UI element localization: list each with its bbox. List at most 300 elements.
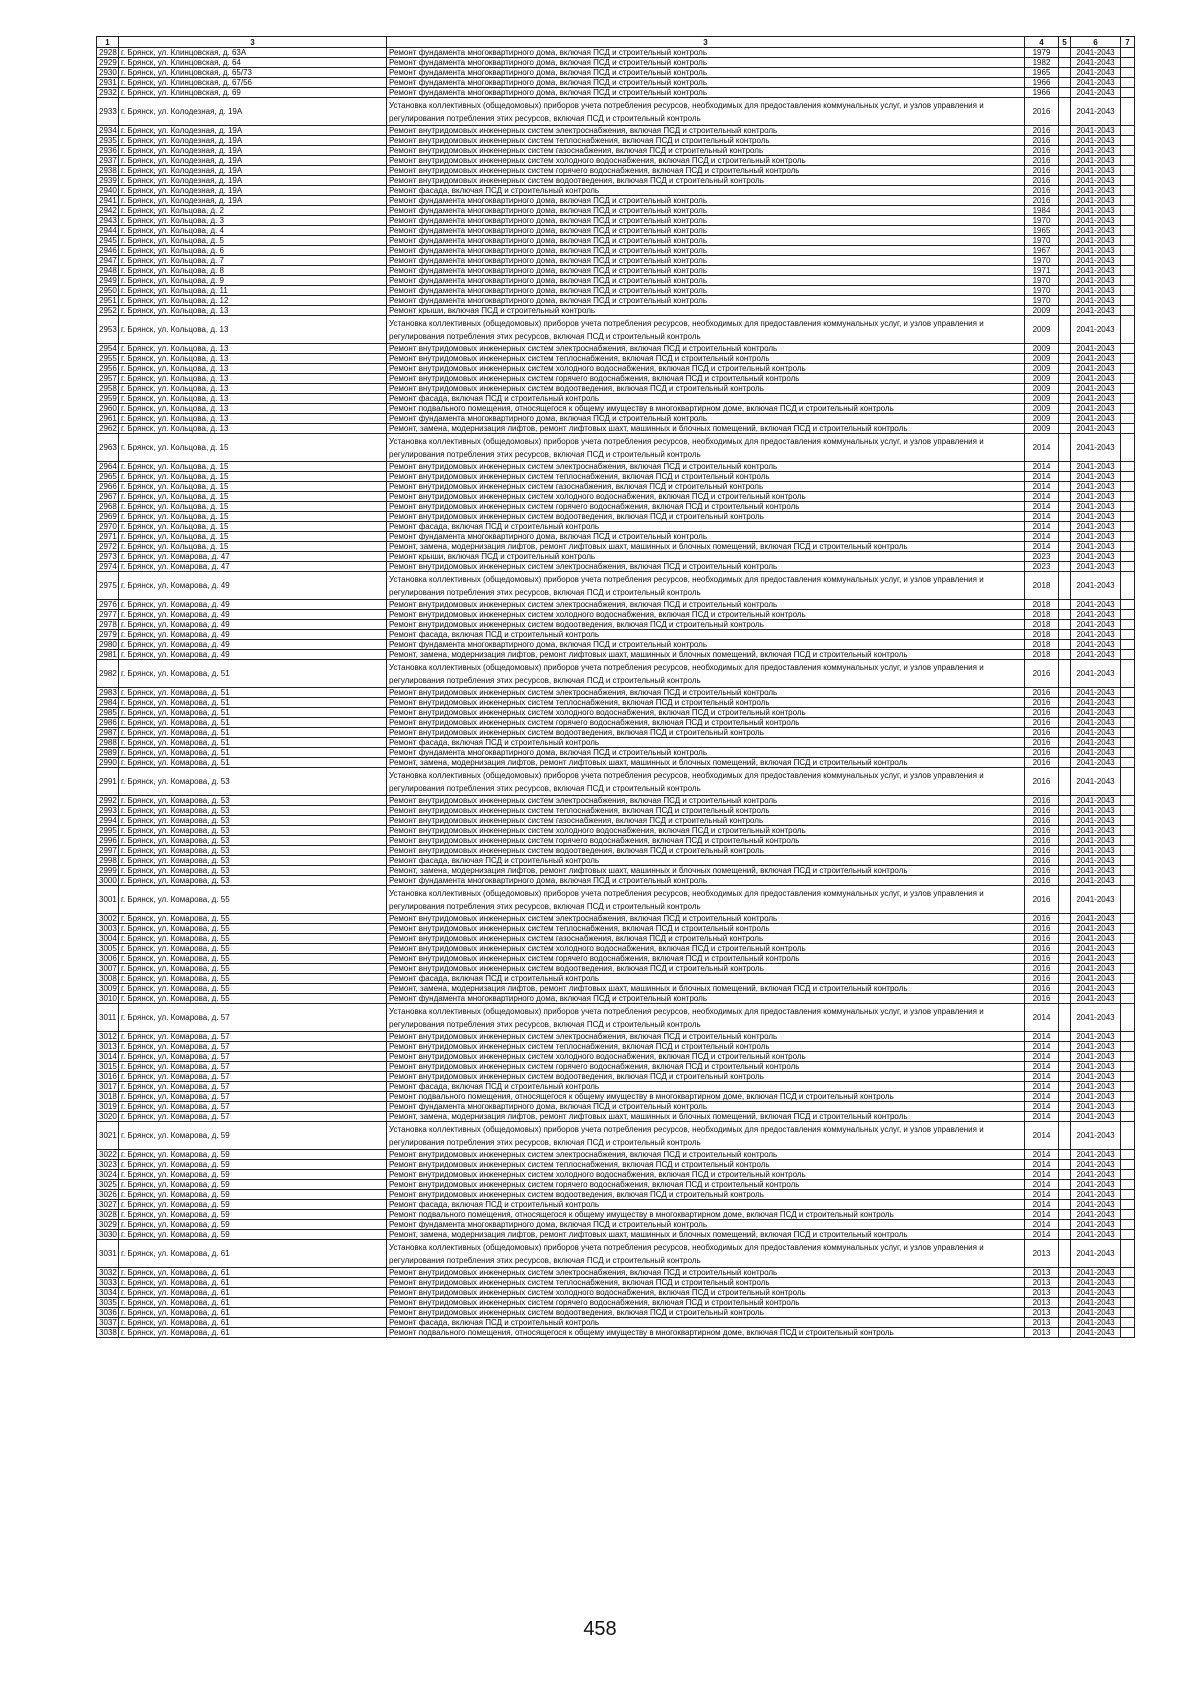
empty-cell	[1121, 1150, 1135, 1160]
row-number-cell: 2998	[97, 856, 119, 866]
empty-cell	[1059, 1150, 1071, 1160]
row-number-cell: 3037	[97, 1318, 119, 1328]
table-row	[97, 384, 1135, 394]
table-row	[97, 836, 1135, 846]
table-row	[97, 1200, 1135, 1210]
empty-cell	[1121, 1082, 1135, 1092]
table-row	[97, 758, 1135, 768]
work-type-cell: Ремонт внутридомовых инженерных систем теплоснабжения, включая ПСД и строительный контроль	[387, 354, 1025, 364]
empty-cell	[1121, 562, 1135, 572]
period-cell: 2041-2043	[1071, 650, 1121, 660]
empty-cell	[1121, 78, 1135, 88]
work-type-cell: Ремонт внутридомовых инженерных систем газоснабжения, включая ПСД и строительный контроль	[387, 482, 1025, 492]
period-cell: 2041-2043	[1071, 768, 1121, 796]
work-type-cell: Ремонт внутридомовых инженерных систем горячего водоснабжения, включая ПСД и строительный контроль	[387, 718, 1025, 728]
year-cell: 2016	[1025, 186, 1059, 196]
table-row	[97, 1160, 1135, 1170]
work-type-cell: Ремонт внутридомовых инженерных систем электроснабжения, включая ПСД и строительный контроль	[387, 462, 1025, 472]
table-row	[97, 226, 1135, 236]
row-number-cell: 2944	[97, 226, 119, 236]
empty-cell	[1059, 68, 1071, 78]
empty-cell	[1121, 886, 1135, 914]
empty-cell	[1059, 964, 1071, 974]
year-cell: 1966	[1025, 88, 1059, 98]
empty-cell	[1059, 206, 1071, 216]
address-cell: г. Брянск, ул. Комарова, д. 49	[119, 600, 387, 610]
empty-cell	[1121, 1240, 1135, 1268]
empty-cell	[1121, 68, 1135, 78]
address-cell: г. Брянск, ул. Комарова, д. 59	[119, 1210, 387, 1220]
year-cell: 2014	[1025, 1122, 1059, 1150]
address-cell: г. Брянск, ул. Комарова, д. 57	[119, 1072, 387, 1082]
empty-cell	[1121, 532, 1135, 542]
address-cell: г. Брянск, ул. Комарова, д. 49	[119, 572, 387, 600]
year-cell: 2023	[1025, 562, 1059, 572]
row-number-cell: 3009	[97, 984, 119, 994]
table-row	[97, 994, 1135, 1004]
empty-cell	[1059, 886, 1071, 914]
empty-cell	[1121, 1190, 1135, 1200]
table-row	[97, 552, 1135, 562]
period-cell: 2041-2043	[1071, 600, 1121, 610]
empty-cell	[1059, 748, 1071, 758]
table-row	[97, 708, 1135, 718]
year-cell: 2016	[1025, 708, 1059, 718]
year-cell: 2016	[1025, 836, 1059, 846]
period-cell: 2041-2043	[1071, 216, 1121, 226]
period-cell: 2041-2043	[1071, 126, 1121, 136]
row-number-cell: 3022	[97, 1150, 119, 1160]
table-row	[97, 542, 1135, 552]
period-cell: 2041-2043	[1071, 472, 1121, 482]
work-type-cell: Установка коллективных (общедомовых) приборов учета потребления ресурсов, необходимых для предоставления коммунальных услуг, и узлов управления и регулирования потребления этих ресурсов, включая ПСД и строительный контроль	[387, 98, 1025, 126]
empty-cell	[1121, 296, 1135, 306]
period-cell: 2041-2043	[1071, 1240, 1121, 1268]
period-cell: 2041-2043	[1071, 58, 1121, 68]
empty-cell	[1059, 914, 1071, 924]
year-cell: 2009	[1025, 354, 1059, 364]
year-cell: 2016	[1025, 876, 1059, 886]
empty-cell	[1059, 866, 1071, 876]
row-number-cell: 3023	[97, 1160, 119, 1170]
empty-cell	[1121, 1032, 1135, 1042]
period-cell: 2041-2043	[1071, 236, 1121, 246]
row-number-cell: 2955	[97, 354, 119, 364]
year-cell: 2014	[1025, 1210, 1059, 1220]
year-cell: 1970	[1025, 256, 1059, 266]
period-cell: 2041-2043	[1071, 246, 1121, 256]
row-number-cell: 2974	[97, 562, 119, 572]
address-cell: г. Брянск, ул. Кольцова, д. 13	[119, 316, 387, 344]
empty-cell	[1121, 1042, 1135, 1052]
row-number-cell: 3012	[97, 1032, 119, 1042]
empty-cell	[1059, 226, 1071, 236]
table-row	[97, 266, 1135, 276]
year-cell: 2014	[1025, 1230, 1059, 1240]
empty-cell	[1059, 266, 1071, 276]
period-cell: 2041-2043	[1071, 414, 1121, 424]
period-cell: 2041-2043	[1071, 994, 1121, 1004]
empty-cell	[1059, 1072, 1071, 1082]
empty-cell	[1059, 462, 1071, 472]
row-number-cell: 3035	[97, 1298, 119, 1308]
work-type-cell: Ремонт внутридомовых инженерных систем холодного водоснабжения, включая ПСД и строительный контроль	[387, 1288, 1025, 1298]
year-cell: 2016	[1025, 856, 1059, 866]
address-cell: г. Брянск, ул. Комарова, д. 55	[119, 886, 387, 914]
table-row	[97, 1042, 1135, 1052]
year-cell: 2014	[1025, 462, 1059, 472]
empty-cell	[1121, 1180, 1135, 1190]
empty-cell	[1059, 1112, 1071, 1122]
empty-cell	[1121, 472, 1135, 482]
table-row	[97, 1268, 1135, 1278]
table-row	[97, 650, 1135, 660]
year-cell: 2016	[1025, 748, 1059, 758]
address-cell: г. Брянск, ул. Комарова, д. 47	[119, 562, 387, 572]
address-cell: г. Брянск, ул. Комарова, д. 59	[119, 1220, 387, 1230]
table-row	[97, 316, 1135, 344]
work-type-cell: Установка коллективных (общедомовых) приборов учета потребления ресурсов, необходимых для предоставления коммунальных услуг, и узлов управления и регулирования потребления этих ресурсов, включая ПСД и строительный контроль	[387, 434, 1025, 462]
address-cell: г. Брянск, ул. Клинцовская, д. 65/73	[119, 68, 387, 78]
empty-cell	[1059, 542, 1071, 552]
period-cell: 2041-2043	[1071, 394, 1121, 404]
empty-cell	[1121, 728, 1135, 738]
period-cell: 2041-2043	[1071, 758, 1121, 768]
empty-cell	[1121, 640, 1135, 650]
empty-cell	[1121, 1072, 1135, 1082]
empty-cell	[1059, 88, 1071, 98]
empty-cell	[1059, 78, 1071, 88]
table-row	[97, 156, 1135, 166]
year-cell: 2013	[1025, 1308, 1059, 1318]
period-cell: 2041-2043	[1071, 1268, 1121, 1278]
empty-cell	[1059, 502, 1071, 512]
address-cell: г. Брянск, ул. Колодезная, д. 19А	[119, 176, 387, 186]
table-row	[97, 718, 1135, 728]
row-number-cell: 2984	[97, 698, 119, 708]
page-number: 458	[583, 1618, 617, 1640]
row-number-cell: 2930	[97, 68, 119, 78]
address-cell: г. Брянск, ул. Кольцова, д. 13	[119, 414, 387, 424]
period-cell: 2041-2043	[1071, 1220, 1121, 1230]
row-number-cell: 3017	[97, 1082, 119, 1092]
table-row	[97, 974, 1135, 984]
empty-cell	[1121, 1288, 1135, 1298]
empty-cell	[1121, 424, 1135, 434]
period-cell: 2041-2043	[1071, 738, 1121, 748]
year-cell: 2016	[1025, 974, 1059, 984]
period-cell: 2041-2043	[1071, 1032, 1121, 1042]
address-cell: г. Брянск, ул. Комарова, д. 55	[119, 944, 387, 954]
period-cell: 2041-2043	[1071, 944, 1121, 954]
work-type-cell: Ремонт фасада, включая ПСД и строительный контроль	[387, 394, 1025, 404]
empty-cell	[1121, 1318, 1135, 1328]
row-number-cell: 2973	[97, 552, 119, 562]
column-header: 7	[1121, 37, 1135, 48]
year-cell: 2016	[1025, 136, 1059, 146]
address-cell: г. Брянск, ул. Комарова, д. 59	[119, 1122, 387, 1150]
address-cell: г. Брянск, ул. Комарова, д. 55	[119, 934, 387, 944]
period-cell: 2041-2043	[1071, 88, 1121, 98]
year-cell: 2016	[1025, 768, 1059, 796]
period-cell: 2041-2043	[1071, 1062, 1121, 1072]
table-row	[97, 424, 1135, 434]
empty-cell	[1059, 562, 1071, 572]
table-row	[97, 1180, 1135, 1190]
year-cell: 2014	[1025, 492, 1059, 502]
table-row	[97, 630, 1135, 640]
row-number-cell: 2981	[97, 650, 119, 660]
year-cell: 1970	[1025, 276, 1059, 286]
work-type-cell: Ремонт фундамента многоквартирного дома, включая ПСД и строительный контроль	[387, 296, 1025, 306]
work-type-cell: Ремонт внутридомовых инженерных систем газоснабжения, включая ПСД и строительный контроль	[387, 816, 1025, 826]
row-number-cell: 3015	[97, 1062, 119, 1072]
empty-cell	[1059, 1082, 1071, 1092]
empty-cell	[1121, 806, 1135, 816]
table-row	[97, 1278, 1135, 1288]
period-cell: 2041-2043	[1071, 846, 1121, 856]
work-type-cell: Ремонт внутридомовых инженерных систем холодного водоснабжения, включая ПСД и строительный контроль	[387, 1052, 1025, 1062]
empty-cell	[1059, 796, 1071, 806]
empty-cell	[1059, 944, 1071, 954]
period-cell: 2041-2043	[1071, 1082, 1121, 1092]
work-type-cell: Установка коллективных (общедомовых) приборов учета потребления ресурсов, необходимых для предоставления коммунальных услуг, и узлов управления и регулирования потребления этих ресурсов, включая ПСД и строительный контроль	[387, 886, 1025, 914]
table-row	[97, 886, 1135, 914]
period-cell: 2041-2043	[1071, 836, 1121, 846]
table-row	[97, 1328, 1135, 1338]
year-cell: 2009	[1025, 306, 1059, 316]
empty-cell	[1059, 876, 1071, 886]
row-number-cell: 3018	[97, 1092, 119, 1102]
row-number-cell: 3008	[97, 974, 119, 984]
table-row	[97, 354, 1135, 364]
address-cell: г. Брянск, ул. Комарова, д. 53	[119, 826, 387, 836]
empty-cell	[1121, 610, 1135, 620]
table-row	[97, 806, 1135, 816]
period-cell: 2041-2043	[1071, 68, 1121, 78]
year-cell: 2016	[1025, 964, 1059, 974]
year-cell: 2016	[1025, 758, 1059, 768]
empty-cell	[1059, 738, 1071, 748]
empty-cell	[1121, 738, 1135, 748]
empty-cell	[1059, 1288, 1071, 1298]
table-row	[97, 944, 1135, 954]
year-cell: 1965	[1025, 68, 1059, 78]
address-cell: г. Брянск, ул. Кольцова, д. 15	[119, 462, 387, 472]
table-row	[97, 206, 1135, 216]
period-cell: 2041-2043	[1071, 796, 1121, 806]
work-type-cell: Ремонт внутридомовых инженерных систем холодного водоснабжения, включая ПСД и строительный контроль	[387, 492, 1025, 502]
year-cell: 2016	[1025, 126, 1059, 136]
empty-cell	[1059, 434, 1071, 462]
year-cell: 2018	[1025, 572, 1059, 600]
row-number-cell: 3032	[97, 1268, 119, 1278]
year-cell: 2014	[1025, 1032, 1059, 1042]
year-cell: 2014	[1025, 1150, 1059, 1160]
empty-cell	[1121, 492, 1135, 502]
work-type-cell: Установка коллективных (общедомовых) приборов учета потребления ресурсов, необходимых для предоставления коммунальных услуг, и узлов управления и регулирования потребления этих ресурсов, включая ПСД и строительный контроль	[387, 316, 1025, 344]
empty-cell	[1059, 708, 1071, 718]
table-row	[97, 640, 1135, 650]
period-cell: 2041-2043	[1071, 660, 1121, 688]
table-row	[97, 1210, 1135, 1220]
period-cell: 2041-2043	[1071, 610, 1121, 620]
work-type-cell: Ремонт внутридомовых инженерных систем газоснабжения, включая ПСД и строительный контроль	[387, 934, 1025, 944]
table-row	[97, 462, 1135, 472]
year-cell: 2016	[1025, 816, 1059, 826]
empty-cell	[1059, 846, 1071, 856]
period-cell: 2041-2043	[1071, 974, 1121, 984]
year-cell: 2009	[1025, 364, 1059, 374]
address-cell: г. Брянск, ул. Комарова, д. 59	[119, 1230, 387, 1240]
row-number-cell: 3034	[97, 1288, 119, 1298]
address-cell: г. Брянск, ул. Комарова, д. 57	[119, 1052, 387, 1062]
empty-cell	[1059, 1042, 1071, 1052]
work-type-cell: Ремонт, замена, модернизация лифтов, ремонт лифтовых шахт, машинных и блочных помещений, включая ПСД и строительный контроль	[387, 650, 1025, 660]
empty-cell	[1059, 344, 1071, 354]
empty-cell	[1121, 522, 1135, 532]
empty-cell	[1121, 846, 1135, 856]
address-cell: г. Брянск, ул. Комарова, д. 55	[119, 924, 387, 934]
empty-cell	[1121, 944, 1135, 954]
address-cell: г. Брянск, ул. Колодезная, д. 19А	[119, 196, 387, 206]
year-cell: 2013	[1025, 1318, 1059, 1328]
row-number-cell: 2942	[97, 206, 119, 216]
row-number-cell: 2939	[97, 176, 119, 186]
empty-cell	[1059, 306, 1071, 316]
row-number-cell: 2953	[97, 316, 119, 344]
address-cell: г. Брянск, ул. Колодезная, д. 19А	[119, 166, 387, 176]
address-cell: г. Брянск, ул. Комарова, д. 59	[119, 1200, 387, 1210]
row-number-cell: 2958	[97, 384, 119, 394]
empty-cell	[1059, 836, 1071, 846]
address-cell: г. Брянск, ул. Комарова, д. 57	[119, 1102, 387, 1112]
year-cell: 2014	[1025, 542, 1059, 552]
row-number-cell: 2933	[97, 98, 119, 126]
address-cell: г. Брянск, ул. Кольцова, д. 4	[119, 226, 387, 236]
table-row	[97, 826, 1135, 836]
period-cell: 2041-2043	[1071, 48, 1121, 58]
row-number-cell: 2962	[97, 424, 119, 434]
period-cell: 2041-2043	[1071, 984, 1121, 994]
address-cell: г. Брянск, ул. Колодезная, д. 19А	[119, 126, 387, 136]
year-cell: 2014	[1025, 512, 1059, 522]
year-cell: 1970	[1025, 236, 1059, 246]
empty-cell	[1059, 552, 1071, 562]
empty-cell	[1121, 572, 1135, 600]
empty-cell	[1059, 1210, 1071, 1220]
row-number-cell: 3028	[97, 1210, 119, 1220]
work-type-cell: Ремонт внутридомовых инженерных систем водоотведения, включая ПСД и строительный контроль	[387, 1072, 1025, 1082]
row-number-cell: 2950	[97, 286, 119, 296]
year-cell: 2014	[1025, 1220, 1059, 1230]
empty-cell	[1121, 1092, 1135, 1102]
row-number-cell: 2983	[97, 688, 119, 698]
table-row	[97, 1062, 1135, 1072]
work-type-cell: Ремонт подвального помещения, относящегося к общему имуществу в многоквартирном доме, включая ПСД и строительный контроль	[387, 1210, 1025, 1220]
period-cell: 2041-2043	[1071, 384, 1121, 394]
empty-cell	[1059, 984, 1071, 994]
row-number-cell: 2937	[97, 156, 119, 166]
address-cell: г. Брянск, ул. Комарова, д. 59	[119, 1160, 387, 1170]
year-cell: 2013	[1025, 1298, 1059, 1308]
row-number-cell: 3038	[97, 1328, 119, 1338]
work-type-cell: Ремонт внутридомовых инженерных систем электроснабжения, включая ПСД и строительный контроль	[387, 914, 1025, 924]
row-number-cell: 3010	[97, 994, 119, 1004]
year-cell: 2016	[1025, 688, 1059, 698]
table-row	[97, 688, 1135, 698]
address-cell: г. Брянск, ул. Комарова, д. 51	[119, 708, 387, 718]
work-type-cell: Установка коллективных (общедомовых) приборов учета потребления ресурсов, необходимых для предоставления коммунальных услуг, и узлов управления и регулирования потребления этих ресурсов, включая ПСД и строительный контроль	[387, 572, 1025, 600]
work-type-cell: Установка коллективных (общедомовых) приборов учета потребления ресурсов, необходимых для предоставления коммунальных услуг, и узлов управления и регулирования потребления этих ресурсов, включая ПСД и строительный контроль	[387, 660, 1025, 688]
table-row	[97, 512, 1135, 522]
empty-cell	[1059, 1160, 1071, 1170]
year-cell: 2014	[1025, 1072, 1059, 1082]
table-row	[97, 768, 1135, 796]
row-number-cell: 2986	[97, 718, 119, 728]
empty-cell	[1121, 768, 1135, 796]
period-cell: 2041-2043	[1071, 424, 1121, 434]
period-cell: 2041-2043	[1071, 954, 1121, 964]
year-cell: 2014	[1025, 472, 1059, 482]
empty-cell	[1121, 758, 1135, 768]
period-cell: 2041-2043	[1071, 1042, 1121, 1052]
work-type-cell: Ремонт фундамента многоквартирного дома, включая ПСД и строительный контроль	[387, 748, 1025, 758]
work-type-cell: Ремонт внутридомовых инженерных систем электроснабжения, включая ПСД и строительный контроль	[387, 1032, 1025, 1042]
year-cell: 2014	[1025, 434, 1059, 462]
row-number-cell: 2929	[97, 58, 119, 68]
empty-cell	[1059, 856, 1071, 866]
period-cell: 2041-2043	[1071, 146, 1121, 156]
empty-cell	[1059, 136, 1071, 146]
work-type-cell: Ремонт фасада, включая ПСД и строительный контроль	[387, 186, 1025, 196]
empty-cell	[1121, 196, 1135, 206]
empty-cell	[1059, 1092, 1071, 1102]
empty-cell	[1121, 796, 1135, 806]
work-type-cell: Ремонт фундамента многоквартирного дома, включая ПСД и строительный контроль	[387, 286, 1025, 296]
period-cell: 2041-2043	[1071, 1004, 1121, 1032]
work-type-cell: Ремонт внутридомовых инженерных систем теплоснабжения, включая ПСД и строительный контроль	[387, 1278, 1025, 1288]
empty-cell	[1059, 1318, 1071, 1328]
table-row	[97, 472, 1135, 482]
work-type-cell: Ремонт внутридомовых инженерных систем водоотведения, включая ПСД и строительный контроль	[387, 1190, 1025, 1200]
address-cell: г. Брянск, ул. Колодезная, д. 19А	[119, 98, 387, 126]
address-cell: г. Брянск, ул. Кольцова, д. 7	[119, 256, 387, 266]
row-number-cell: 3005	[97, 944, 119, 954]
work-type-cell: Ремонт фундамента многоквартирного дома, включая ПСД и строительный контроль	[387, 276, 1025, 286]
address-cell: г. Брянск, ул. Клинцовская, д. 64	[119, 58, 387, 68]
row-number-cell: 2999	[97, 866, 119, 876]
empty-cell	[1121, 98, 1135, 126]
empty-cell	[1059, 826, 1071, 836]
year-cell: 2016	[1025, 98, 1059, 126]
address-cell: г. Брянск, ул. Комарова, д. 53	[119, 866, 387, 876]
empty-cell	[1121, 88, 1135, 98]
empty-cell	[1121, 708, 1135, 718]
repair-schedule-table	[96, 36, 1135, 1338]
address-cell: г. Брянск, ул. Комарова, д. 61	[119, 1308, 387, 1318]
work-type-cell: Ремонт внутридомовых инженерных систем горячего водоснабжения, включая ПСД и строительный контроль	[387, 954, 1025, 964]
work-type-cell: Ремонт внутридомовых инженерных систем теплоснабжения, включая ПСД и строительный контроль	[387, 136, 1025, 146]
address-cell: г. Брянск, ул. Комарова, д. 57	[119, 1032, 387, 1042]
empty-cell	[1059, 1278, 1071, 1288]
address-cell: г. Брянск, ул. Кольцова, д. 6	[119, 246, 387, 256]
period-cell: 2041-2043	[1071, 462, 1121, 472]
period-cell: 2041-2043	[1071, 1210, 1121, 1220]
row-number-cell: 2992	[97, 796, 119, 806]
address-cell: г. Брянск, ул. Колодезная, д. 19А	[119, 186, 387, 196]
empty-cell	[1121, 354, 1135, 364]
